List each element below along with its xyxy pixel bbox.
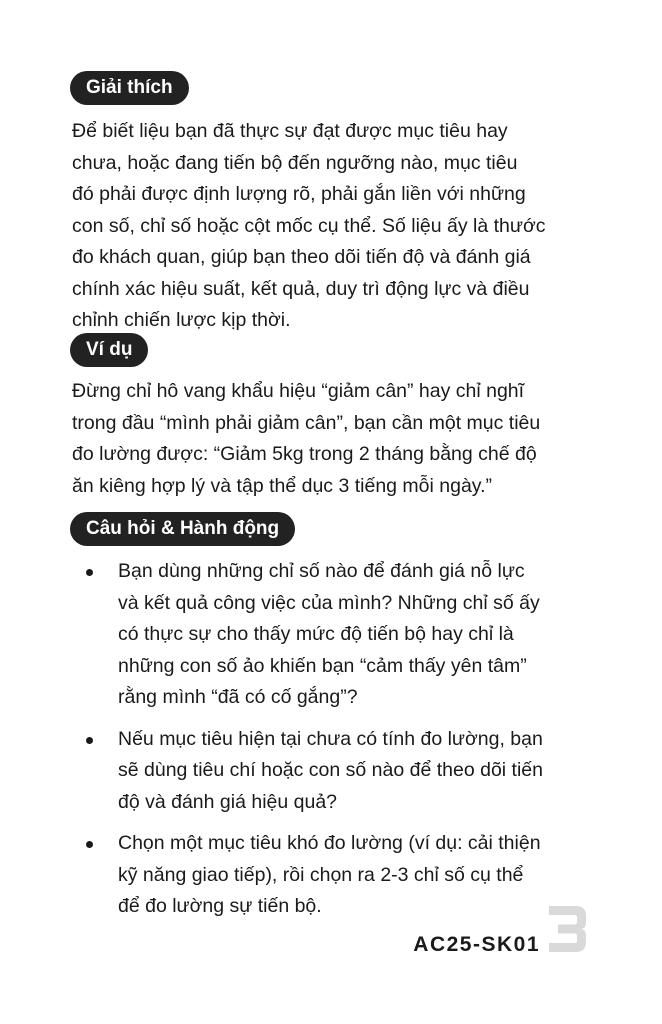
- text-line: đó phải được định lượng rõ, phải gắn liền với những: [72, 183, 526, 205]
- section-title-action: Câu hỏi & Hành động: [70, 512, 295, 546]
- text-line: rằng mình “đã có cố gắng”?: [118, 686, 358, 708]
- list-item: [72, 556, 594, 714]
- text-line: ăn kiêng hợp lý và tập thể dục 3 tiếng mỗi ngày.”: [72, 474, 493, 497]
- bullet-dot-icon: [86, 569, 93, 576]
- text-line: kỹ năng giao tiếp), rồi chọn ra 2-3 chỉ số cụ thể: [118, 863, 524, 886]
- text-line: và kết quả công việc của mình? Những chỉ số ấy: [118, 591, 540, 614]
- text-line: Chọn một mục tiêu khó đo lường (ví dụ: cải thiện: [118, 832, 541, 854]
- example-paragraph: [72, 376, 594, 502]
- list-item: [72, 724, 594, 819]
- text-line: đo khách quan, giúp bạn theo dõi tiến độ và đánh giá: [72, 246, 531, 268]
- text-line: độ và đánh giá hiệu quả?: [118, 790, 338, 813]
- text-line: có thực sự cho thấy mức độ tiến bộ hay chỉ là: [118, 623, 514, 645]
- text-line: Bạn dùng những chỉ số nào để đánh giá nỗ lực: [118, 560, 525, 582]
- text-line: sẽ dùng tiêu chí hoặc con số nào để theo dõi tiến: [118, 759, 543, 781]
- text-line: đo lường được: “Giảm 5kg trong 2 tháng bằng chế độ: [72, 443, 537, 465]
- list-item: [72, 828, 594, 923]
- text-line: chỉnh chiến lược kịp thời.: [72, 309, 291, 331]
- bullet-dot-icon: [86, 737, 93, 744]
- text-line: để đo lường sự tiến bộ.: [118, 895, 322, 917]
- page-number-text: 3: [567, 929, 568, 930]
- text-line: Để biết liệu bạn đã thực sự đạt được mục tiêu hay: [72, 120, 508, 142]
- footer-code: AC25-SK01: [413, 933, 540, 956]
- section-title-example: Ví dụ: [70, 333, 148, 367]
- bullet-dot-icon: [86, 841, 93, 848]
- text-line: con số, chỉ số hoặc cột mốc cụ thể. Số liệu ấy là thước: [72, 214, 546, 237]
- text-line: Đừng chỉ hô vang khẩu hiệu “giảm cân” hay chỉ nghĩ: [72, 380, 525, 402]
- text-line: những con số ảo khiến bạn “cảm thấy yên tâm”: [118, 654, 527, 677]
- text-line: chưa, hoặc đang tiến bộ đến ngưỡng nào, mục tiêu: [72, 151, 518, 174]
- text-line: trong đầu “mình phải giảm cân”, bạn cần một mục tiêu: [72, 411, 541, 434]
- text-line: Nếu mục tiêu hiện tại chưa có tính đo lường, bạn: [118, 727, 543, 750]
- explain-paragraph: [72, 116, 594, 337]
- section-title-explain: Giải thích: [70, 71, 189, 105]
- action-list: [72, 556, 594, 923]
- page-number: [546, 904, 588, 954]
- text-line: chính xác hiệu suất, kết quả, duy trì động lực và điều: [72, 277, 530, 300]
